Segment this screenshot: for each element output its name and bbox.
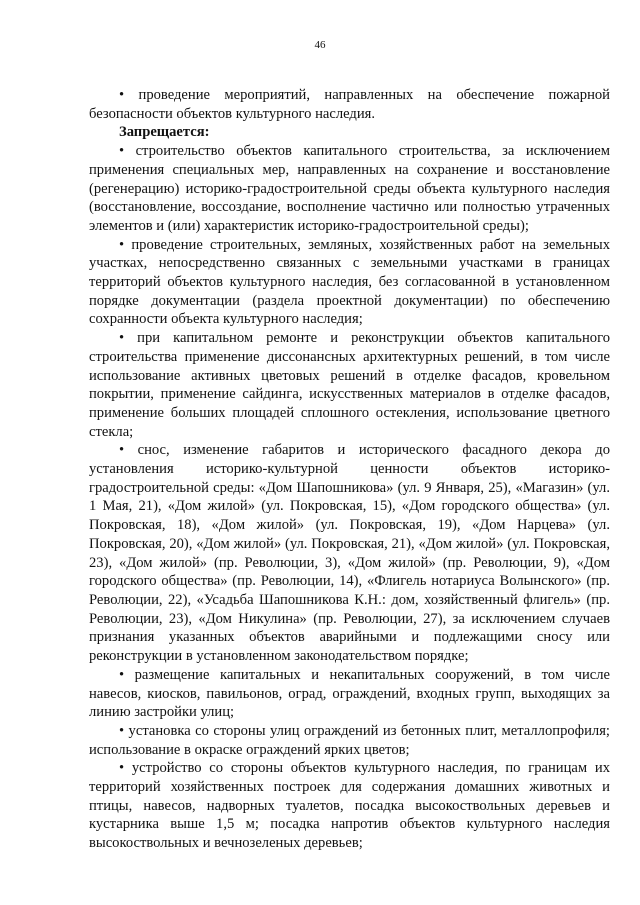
list-item: • установка со стороны улиц ограждений из бетонных плит, металлопрофиля; использование в окраске ограждений ярких цветов; <box>89 722 610 758</box>
list-item: • размещение капитальных и некапитальных сооружений, в том числе навесов, киосков, павильонов, оград, ограждений, входных групп, выходящих за линию застройки улиц; <box>89 666 610 721</box>
page-number: 46 <box>314 39 326 51</box>
section-heading: Запрещается: <box>119 124 210 141</box>
list-item: • снос, изменение габаритов и исторического фасадного декора до установления историко-культурной ценности объектов историко-градостроительной среды: «Дом Шапошникова» (ул. 9 Января, 25), «Магазин» (ул. 1 Мая, 21), «Дом жилой» (ул. Покровская, 15), «Дом городского общества» (ул. Покровская, 18), «Дом жилой» (ул. Покровская, 19), «Дом Нарцева» (ул. Покровская, 20), «Дом жилой» (ул. Покровская, 21), «Дом жилой» (ул. Покровская, 23), «Дом жилой» (пр. Революции, 3), «Дом жилой» (пр. Революции, 9), «Дом городского общества» (пр. Революции, 14), «Флигель нотариуса Волынского» (пр. Революции, 22), «Усадьба Шапошникова К.Н.: дом, хозяйственный флигель» (пр. Революции, 23), «Дом Никулина» (пр. Революции, 27), за исключением случаев признания указанных объектов аварийными и подлежащими сносу или реконструкции в установленном законодательством порядке; <box>89 442 610 665</box>
list-item: • проведение строительных, земляных, хозяйственных работ на земельных участках, непосредственно связанных с земельными участками в границах территорий объектов культурного наследия, без согласованной в установленном порядке документации (раздела проектной документации) по обеспечению сохранности объекта культурного наследия; <box>89 236 610 328</box>
list-item: • при капитальном ремонте и реконструкции объектов капитального строительства применение диссонансных архитектурных решений, в том числе использование активных цветовых решений в отделке фасадов, кровельном покрытии, применение сайдинга, искусственных материалов в отделке фасадов, применение больших площадей сплошного остекления, использование цветного стекла; <box>89 330 610 440</box>
list-item: • строительство объектов капитального строительства, за исключением применения специальных мер, направленных на сохранение и восстановление (регенерацию) историко-градостроительной среды объекта культурного наследия (восстановление, воссоздание, восполнение частично или полностью утраченных элементов и (или) характеристик историко-градостроительной среды); <box>89 143 610 234</box>
intro-item: • проведение мероприятий, направленных на обеспечение пожарной безопасности объектов культурного наследия. <box>89 87 610 122</box>
document-body <box>89 86 610 853</box>
list-item: • устройство со стороны объектов культурного наследия, по границам их территорий хозяйственных построек для содержания домашних животных и птицы, навесов, надворных туалетов, посадка высокоствольных деревьев и кустарника выше 1,5 м; посадка напротив объектов культурного наследия высокоствольных и вечнозеленых деревьев; <box>89 760 610 852</box>
